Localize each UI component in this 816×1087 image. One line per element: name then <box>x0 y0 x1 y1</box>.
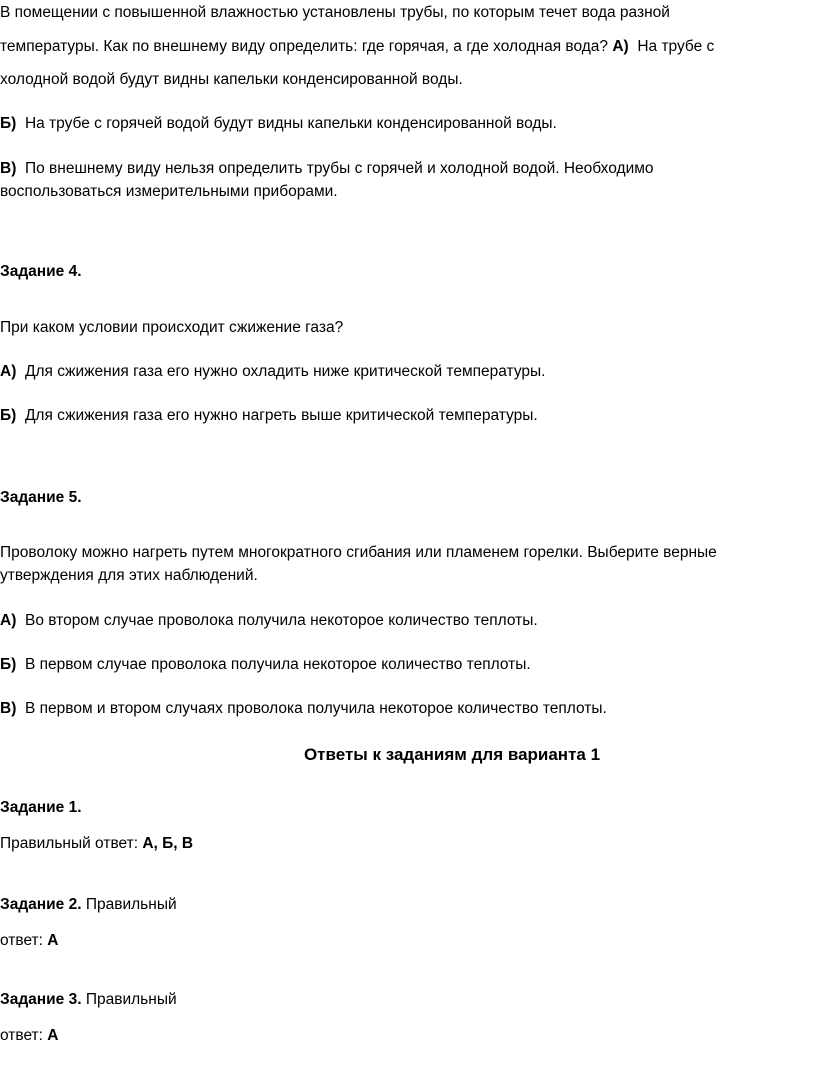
answers-heading: Ответы к заданиям для варианта 1 <box>303 745 601 764</box>
answer-prefix: ответ: <box>0 1027 43 1044</box>
answer-1 <box>0 834 193 854</box>
option-label: А) <box>0 612 17 629</box>
answer-2 <box>0 895 177 915</box>
answer-value: А <box>47 1027 59 1044</box>
option-text: Во втором случае проволока получила некоторое количество теплоты. <box>24 612 538 629</box>
task-4-question: При каком условии происходит сжижение газа? <box>0 319 344 336</box>
task-4-option-b <box>0 406 538 426</box>
task-5-option-b <box>0 655 531 675</box>
task-5-option-c <box>0 699 607 719</box>
option-text: холодной водой будут видны капельки конденсированной воды. <box>0 71 463 88</box>
option-label: Б) <box>0 407 17 424</box>
answer-prefix: Правильный <box>85 896 177 913</box>
task-4-option-a <box>0 362 545 382</box>
option-text: В первом случае проволока получила некоторое количество теплоты. <box>24 656 531 673</box>
answer-prefix: ответ: <box>0 932 43 949</box>
answer-value: А, Б, В <box>142 835 194 852</box>
answer-1-title: Задание 1. <box>0 799 82 816</box>
option-text: В первом и втором случаях проволока получила некоторое количество теплоты. <box>24 700 607 717</box>
option-label: А) <box>0 363 17 380</box>
option-b <box>0 114 557 134</box>
option-label: В) <box>0 700 17 717</box>
option-text: На трубе с <box>637 38 715 55</box>
question-text-line <box>0 37 714 57</box>
question-text-line <box>0 3 670 23</box>
option-label: А) <box>612 38 629 55</box>
answer-2-line2 <box>0 931 58 951</box>
question-text: В помещении с повышенной влажностью установлены трубы, по которым течет вода разной <box>0 4 670 21</box>
task-5-title: Задание 5. <box>0 489 82 506</box>
question-text: температуры. Как по внешнему виду определить: где горячая, а где холодная вода? <box>0 38 609 55</box>
answer-prefix: Правильный <box>85 991 177 1008</box>
option-c <box>0 159 654 179</box>
option-label: В) <box>0 160 17 177</box>
option-label: Б) <box>0 115 17 132</box>
task-5-question-line: Проволоку можно нагреть путем многократного сгибания или пламенем горелки. Выберите верные <box>0 544 717 561</box>
option-label: Б) <box>0 656 17 673</box>
answer-3-line2 <box>0 1026 58 1046</box>
answer-3 <box>0 990 177 1010</box>
option-text: По внешнему виду нельзя определить трубы с горячей и холодной водой. Необходимо <box>24 160 654 177</box>
option-text: На трубе с горячей водой будут видны капельки конденсированной воды. <box>24 115 557 132</box>
option-text-line <box>0 182 338 202</box>
task-5-question-line: утверждения для этих наблюдений. <box>0 567 258 584</box>
option-text: Для сжижения газа его нужно охладить ниже критической температуры. <box>24 363 546 380</box>
option-text-line <box>0 70 463 90</box>
answer-value: А <box>47 932 59 949</box>
answer-2-title: Задание 2. <box>0 896 82 913</box>
task-5-option-a <box>0 611 538 631</box>
answer-prefix: Правильный ответ: <box>0 835 139 852</box>
task-4-title: Задание 4. <box>0 263 82 280</box>
answer-3-title: Задание 3. <box>0 991 82 1008</box>
option-text: воспользоваться измерительными приборами. <box>0 183 338 200</box>
option-text: Для сжижения газа его нужно нагреть выше критической температуры. <box>24 407 538 424</box>
